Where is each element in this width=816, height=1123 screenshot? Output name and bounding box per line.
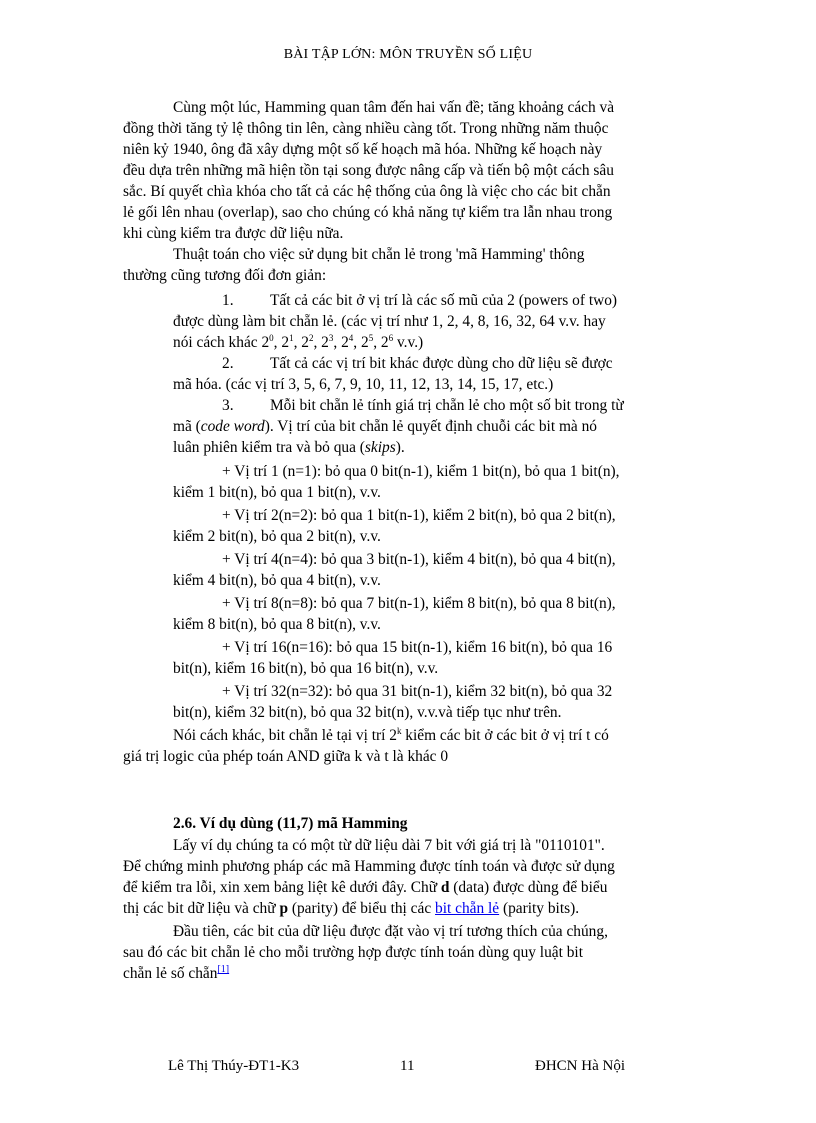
text-segment: (data) được dùng để biểu [449,879,608,896]
power-exponent: 5 [368,332,374,343]
text-line: Để chứng minh phương pháp các mã Hamming được tính toán và được sử dụng [123,858,615,875]
text-line: mã hóa. (các vị trí 3, 5, 6, 7, 9, 10, 11, 12, 13, 14, 15, 17, etc.) [173,376,554,393]
text-segment: ). Vị trí của bit chẵn lẻ quyết định chuỗi các bit mà nó [264,418,597,435]
text-segment: nói cách khác [173,334,262,351]
italic-term: skips [364,439,396,456]
text-line: thường cũng tương đối đơn giản: [123,267,327,284]
text-line: kiểm 2 bit(n), bỏ qua 2 bit(n), v.v. [173,528,381,545]
power-base: 2 [360,334,369,351]
text-line: Lấy ví dụ chúng ta có một từ dữ liệu dài 7 bit với giá trị là "0110101". [173,837,605,854]
power-exponent: 0 [269,332,274,343]
text-line [123,898,579,919]
text-line: Đầu tiên, các bit của dữ liệu được đặt vào vị trí tương thích của chúng, [173,923,608,940]
powers-line [173,332,423,353]
text-segment: kiểm các bit ở các bit ở vị trí t có [401,727,609,744]
text-line [173,437,405,458]
text-line: sau đó các bit chẵn lẻ cho mỗi trường hợp được tính toán dùng quy luật bit [123,944,583,961]
text-segment: chẵn lẻ số chẵn [123,965,218,982]
text-line: giá trị logic của phép toán AND giữa k và t là khác 0 [123,748,449,765]
power-base: 2 [261,334,270,351]
text-segment: v.v.) [396,334,424,351]
text-line: Tất cả các vị trí bit khác được dùng cho dữ liệu sẽ được [270,355,613,372]
power-base: 2 [321,334,329,351]
text-line: + Vị trí 2(n=2): bỏ qua 1 bit(n-1), kiểm 2 bit(n), bỏ qua 2 bit(n), [222,507,616,524]
text-line [123,877,607,898]
footer-page-number: 11 [400,1058,415,1074]
text-line: đồng thời tăng tỷ lệ thông tin lên, càng nhiều càng tốt. Trong những năm thuộc [123,120,609,137]
text-line: được dùng làm bit chẵn lẻ. (các vị trí như 1, 2, 4, 8, 16, 32, 64 v.v. hay [173,313,606,330]
text-line: + Vị trí 4(n=4): bỏ qua 3 bit(n-1), kiểm 4 bit(n), bỏ qua 4 bit(n), [222,551,616,568]
text-line [173,725,609,746]
power-exponent: 6 [388,332,394,343]
text-segment: luân phiên kiểm tra và bỏ qua ( [173,439,365,456]
section-heading: 2.6. Ví dụ dùng (11,7) mã Hamming [173,815,408,832]
power-base: 2 [341,334,349,351]
italic-term: code word [200,418,265,435]
text-segment: thị các bit dữ liệu và chữ [123,900,280,917]
text-segment: để kiểm tra lỗi, xin xem bảng liệt kê dưới đây. Chữ [123,879,441,896]
text-segment: mã ( [173,418,201,435]
text-line: + Vị trí 32(n=32): bỏ qua 31 bit(n-1), kiểm 32 bit(n), bỏ qua 32 [222,683,613,700]
text-line: kiểm 8 bit(n), bỏ qua 8 bit(n), v.v. [173,616,381,633]
text-segment: (parity bits). [499,900,580,917]
power-base: 2 [380,334,389,351]
bold-letter: d [440,879,450,896]
power-exponent: 3 [328,332,334,343]
text-line: Cùng một lúc, Hamming quan tâm đến hai vấn đề; tăng khoảng cách và [173,99,615,116]
text-line [173,416,597,437]
text-segment: Nói cách khác, bit chẵn lẻ tại vị trí 2 [173,727,397,744]
power-exponent: 4 [348,332,354,343]
text-line: + Vị trí 1 (n=1): bỏ qua 0 bit(n-1), kiểm 1 bit(n), bỏ qua 1 bit(n), [222,463,620,480]
text-line: niên kỷ 1940, ông đã xây dựng một số kế hoạch mã hóa. Những kế hoạch này [123,141,603,158]
text-line: sắc. Bí quyết chìa khóa cho tất cả các hệ thống của ông là việc cho các bit chẵn [123,183,611,200]
text-line: lẻ gối lên nhau (overlap), sao cho chúng có khả năng tự kiểm tra lẫn nhau trong [123,204,613,221]
text-line: khi cùng kiểm tra được dữ liệu nữa. [123,225,344,242]
superscript: k [396,725,402,736]
text-line: bit(n), kiểm 16 bit(n), bỏ qua 16 bit(n), v.v. [173,660,439,677]
text-line: + Vị trí 8(n=8): bỏ qua 7 bit(n-1), kiểm 8 bit(n), bỏ qua 8 bit(n), [222,595,616,612]
power-base: 2 [281,334,290,351]
powers-list [261,334,397,351]
reference-link[interactable]: [1] [217,963,230,975]
separator: , [293,334,302,351]
text-line: Tất cả các bit ở vị trí là các số mũ của 2 (powers of two) [270,292,618,309]
text-line: kiểm 4 bit(n), bỏ qua 4 bit(n), v.v. [173,572,381,589]
parity-bits-link[interactable]: bit chẵn lẻ [435,900,500,917]
text-line: kiểm 1 bit(n), bỏ qua 1 bit(n), v.v. [173,484,381,501]
bold-letter: p [279,900,288,917]
separator: , [333,334,342,351]
power-base: 2 [301,334,309,351]
separator: , [273,334,282,351]
separator: , [353,334,361,351]
text-line: đều dựa trên những mã hiện tồn tại song được nâng cấp và tiến bộ một cách sâu [123,162,614,179]
text-line: Mỗi bit chẵn lẻ tính giá trị chẵn lẻ cho một số bit trong từ [270,397,624,414]
text-line: bit(n), kiểm 32 bit(n), bỏ qua 32 bit(n), v.v.và tiếp tục như trên. [173,704,562,721]
list-number: 2. [222,355,234,372]
power-exponent: 2 [308,332,314,343]
text-line: + Vị trí 16(n=16): bỏ qua 15 bit(n-1), kiểm 16 bit(n), bỏ qua 16 [222,639,613,656]
text-segment: (parity) để biểu thị các [288,900,436,917]
list-number: 3. [222,397,234,414]
text-line [123,963,229,984]
page-header: BÀI TẬP LỚN: MÔN TRUYỀN SỐ LIỆU [283,47,533,62]
footer-author: Lê Thị Thúy-ĐT1-K3 [168,1058,300,1074]
text-line: Thuật toán cho việc sử dụng bit chẵn lẻ trong 'mã Hamming' thông [173,246,585,263]
separator: , [373,334,381,351]
footer-school: ĐHCN Hà Nội [535,1058,625,1074]
list-number: 1. [222,292,234,309]
separator: , [313,334,322,351]
power-exponent: 1 [289,332,294,343]
text-segment: ). [395,439,405,456]
